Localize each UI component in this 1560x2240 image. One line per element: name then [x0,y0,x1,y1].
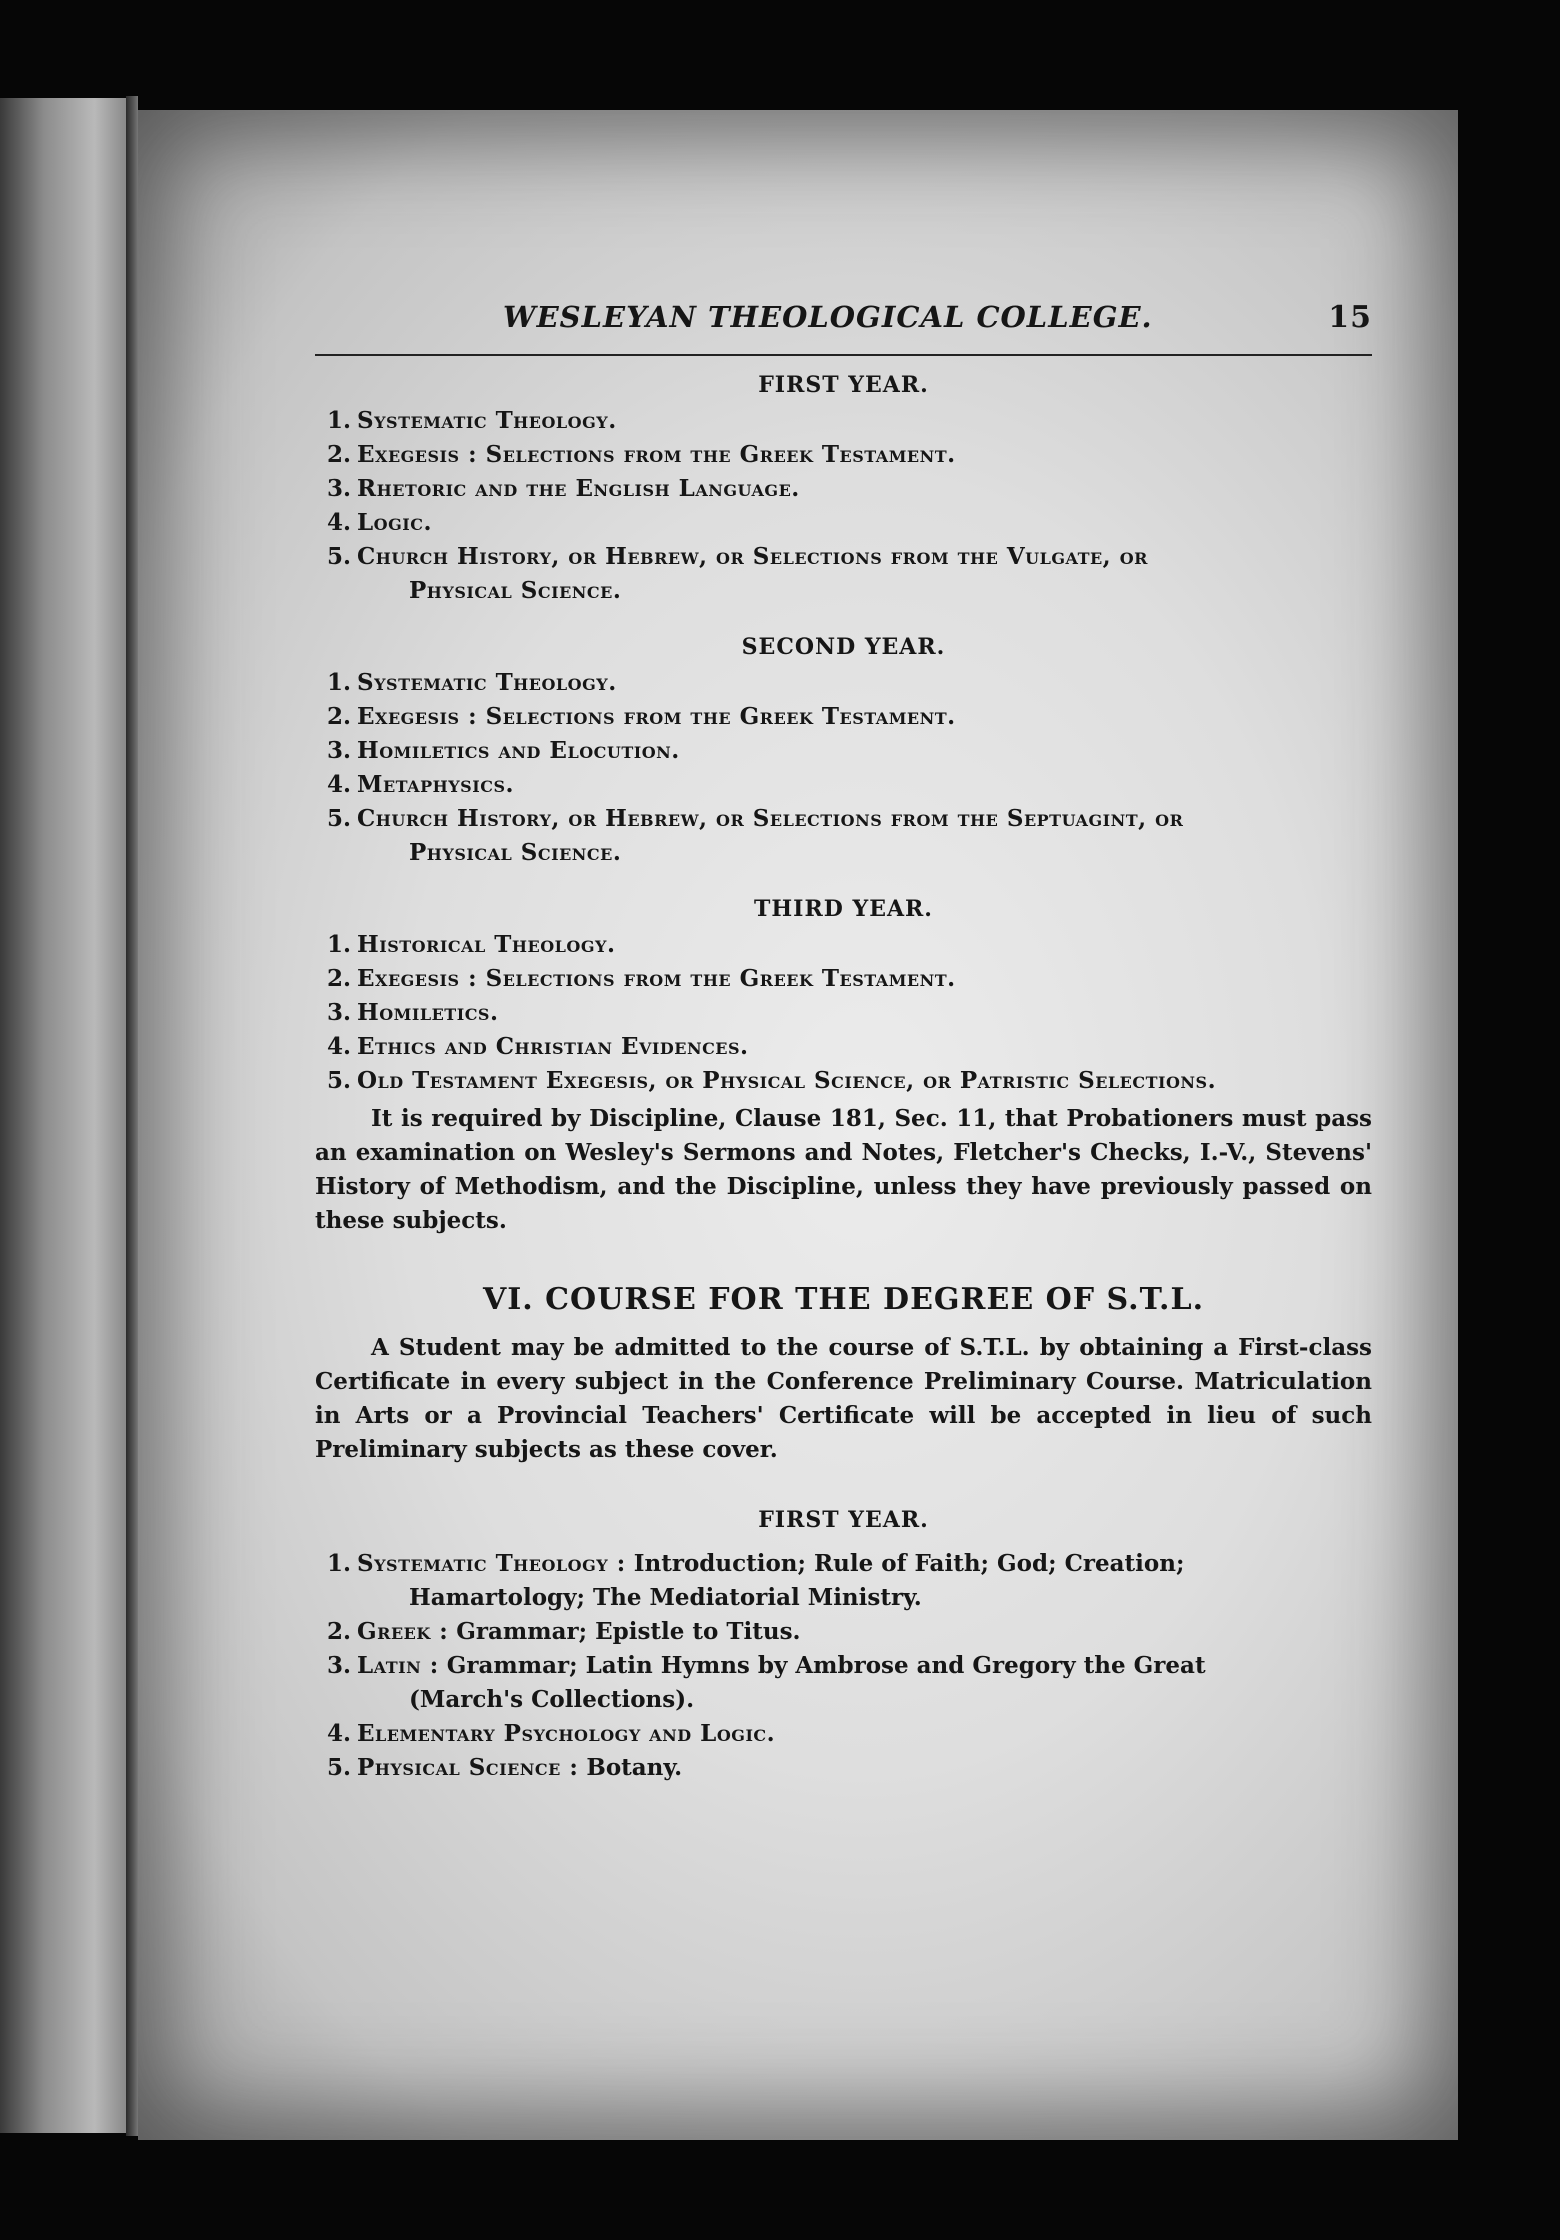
list-item: 2. Greek : Grammar; Epistle to Titus. [327,1618,801,1645]
page-content [315,300,1372,1785]
list-item: 5. Old Testament Exegesis, or Physical Science, or Patristic Selections. [327,1067,1217,1094]
list-item: 4. Ethics and Christian Evidences. [327,1033,749,1060]
third-year-heading: THIRD YEAR. [754,896,933,922]
list-item: 1. Systematic Theology : Introduction; Rule of Faith; God; Creation; Hamartology; The Mediatorial Ministry. [327,1550,1185,1611]
list-item: 1. Historical Theology. [327,931,616,958]
book-page [138,110,1458,2140]
third-year-list [315,928,1372,1098]
stl-first-year-list [315,1547,1372,1785]
stl-paragraph: A Student may be admitted to the course of S.T.L. by obtaining a First-class Certificate in every subject in the Conference Preliminary Course. Matriculation in Arts or a Provincial Teachers' Certificate will be accepted in lieu of such Preliminary subjects as these cover. [315,1334,1372,1463]
first-year-list [315,404,1372,608]
list-item: 5. Physical Science : Botany. [327,1754,683,1781]
stl-first-year-heading: FIRST YEAR. [758,1507,929,1533]
list-item: 4. Elementary Psychology and Logic. [327,1720,776,1747]
list-item: 2. Exegesis : Selections from the Greek Testament. [327,703,956,730]
book-gutter [126,96,138,2136]
first-year-heading: FIRST YEAR. [758,372,929,398]
list-item: 1. Systematic Theology. [327,407,617,434]
running-head-title: WESLEYAN THEOLOGICAL COLLEGE. [503,300,1153,334]
second-year-heading: SECOND YEAR. [741,634,946,660]
list-item: 4. Metaphysics. [327,771,515,798]
discipline-paragraph: It is required by Discipline, Clause 181, Sec. 11, that Probationers must pass an examination on Wesley's Sermons and Notes, Fletcher's Checks, I.-V., Stevens' History of Methodism, and the Discipline, unless they have previously passed on these subjects. [315,1105,1372,1234]
facing-page-edge [0,98,126,2133]
list-item: 4. Logic. [327,509,432,536]
header-rule [315,354,1372,356]
list-item: 3. Rhetoric and the English Language. [327,475,800,502]
second-year-list [315,666,1372,870]
page-number: 15 [1328,300,1372,335]
list-item: 1. Systematic Theology. [327,669,617,696]
list-item: 2. Exegesis : Selections from the Greek Testament. [327,441,956,468]
running-head [315,300,1372,342]
list-item: 5. Church History, or Hebrew, or Selections from the Vulgate, or Physical Science. [327,543,1148,604]
stl-section-heading: VI. COURSE FOR THE DEGREE OF S.T.L. [482,1282,1205,1317]
list-item: 2. Exegesis : Selections from the Greek Testament. [327,965,956,992]
list-item: 3. Latin : Grammar; Latin Hymns by Ambrose and Gregory the Great (March's Collections). [327,1652,1206,1713]
list-item: 3. Homiletics and Elocution. [327,737,680,764]
list-item: 5. Church History, or Hebrew, or Selections from the Septuagint, or Physical Science. [327,805,1184,866]
list-item: 3. Homiletics. [327,999,499,1026]
